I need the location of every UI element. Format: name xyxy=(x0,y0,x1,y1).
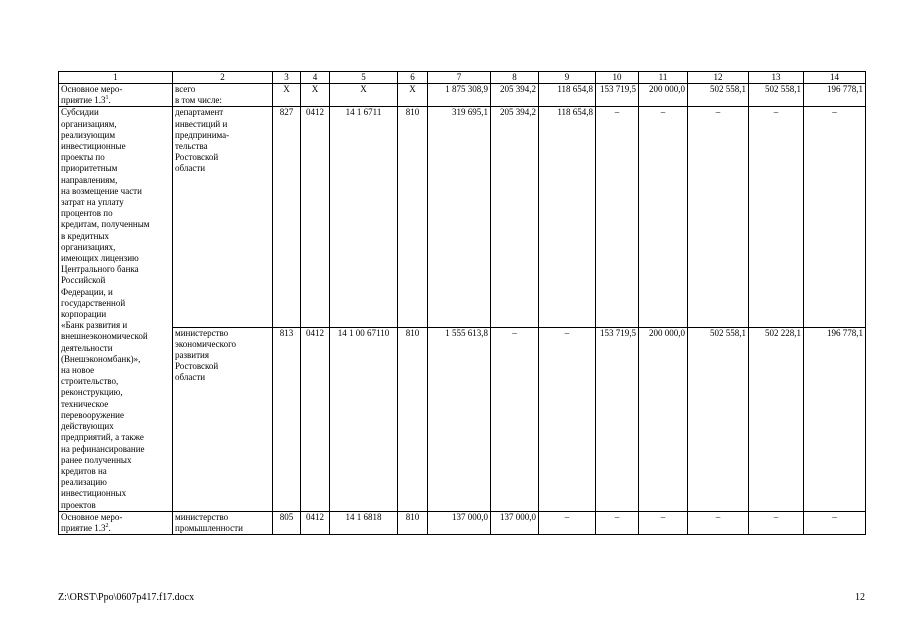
year-cell: – xyxy=(596,107,639,327)
header-col-5: 5 xyxy=(330,72,398,84)
header-col-4: 4 xyxy=(301,72,330,84)
table-row xyxy=(59,511,866,534)
code-grbs-cell: 813 xyxy=(273,327,301,511)
header-col-12: 12 xyxy=(688,72,749,84)
executor-cell: департамент инвестиций и предпринима- тельства Ростовской области xyxy=(173,107,273,327)
header-col-3: 3 xyxy=(273,72,301,84)
header-col-8: 8 xyxy=(491,72,539,84)
activity-name-tail: . xyxy=(108,95,111,106)
footnote-marker: 2 xyxy=(105,522,109,529)
code-rzpr-cell: 0412 xyxy=(301,107,330,327)
activity-name-tail: . xyxy=(108,522,111,533)
total-cell: 137 000,0 xyxy=(428,511,491,534)
header-col-13: 13 xyxy=(749,72,804,84)
year-cell: 502 558,1 xyxy=(688,84,749,107)
table-header-row xyxy=(59,72,866,84)
year-cell: – xyxy=(491,327,539,511)
year-cell: – xyxy=(749,511,804,534)
year-cell: 200 000,0 xyxy=(639,84,688,107)
table-row xyxy=(59,327,866,511)
header-col-11: 11 xyxy=(639,72,688,84)
table-row xyxy=(59,107,866,327)
code-vr-cell: 810 xyxy=(398,511,428,534)
year-cell: – xyxy=(539,511,596,534)
year-cell: – xyxy=(804,511,866,534)
year-cell: 118 654,8 xyxy=(539,107,596,327)
header-col-9: 9 xyxy=(539,72,596,84)
footer-file-path: Z:\ORST\Ppo\0607p417.f17.docx xyxy=(58,592,195,603)
code-rzpr-cell: Х xyxy=(301,84,330,107)
header-col-6: 6 xyxy=(398,72,428,84)
total-cell: 319 695,1 xyxy=(428,107,491,327)
activity-name-cell xyxy=(59,511,173,534)
year-cell: – xyxy=(688,511,749,534)
year-cell: 205 394,2 xyxy=(491,107,539,327)
header-col-7: 7 xyxy=(428,72,491,84)
footnote-marker: 1 xyxy=(105,95,109,102)
year-cell: 196 778,1 xyxy=(804,327,866,511)
year-cell: – xyxy=(596,511,639,534)
year-cell: 153 719,5 xyxy=(596,327,639,511)
year-cell: 137 000,0 xyxy=(491,511,539,534)
total-cell: 1 875 308,9 xyxy=(428,84,491,107)
year-cell: 200 000,0 xyxy=(639,327,688,511)
year-cell: 502 558,1 xyxy=(749,84,804,107)
code-vr-cell: 810 xyxy=(398,327,428,511)
year-cell: – xyxy=(804,107,866,327)
activity-name-line2: приятие 1.3 xyxy=(61,522,106,533)
code-vr-cell: 810 xyxy=(398,107,428,327)
header-col-10: 10 xyxy=(596,72,639,84)
activity-name-cell xyxy=(59,84,173,107)
year-cell: 118 654,8 xyxy=(539,84,596,107)
year-cell: 196 778,1 xyxy=(804,84,866,107)
year-cell: – xyxy=(749,107,804,327)
code-csr-cell: 14 1 00 67110 xyxy=(330,327,398,511)
header-col-1: 1 xyxy=(59,72,173,84)
header-col-2: 2 xyxy=(173,72,273,84)
code-rzpr-cell: 0412 xyxy=(301,327,330,511)
activity-name-line1: Основное меро- xyxy=(61,511,123,522)
table-row xyxy=(59,84,866,107)
executor-cell: всего в том числе: xyxy=(173,84,273,107)
header-col-14: 14 xyxy=(804,72,866,84)
code-grbs-cell: 827 xyxy=(273,107,301,327)
code-vr-cell: Х xyxy=(398,84,428,107)
executor-cell: министерство промышленности xyxy=(173,511,273,534)
year-cell: – xyxy=(539,327,596,511)
year-cell: – xyxy=(639,107,688,327)
total-cell: 1 555 613,8 xyxy=(428,327,491,511)
code-grbs-cell: Х xyxy=(273,84,301,107)
code-rzpr-cell: 0412 xyxy=(301,511,330,534)
activity-name-line1: Основное меро- xyxy=(61,84,123,94)
year-cell: 153 719,5 xyxy=(596,84,639,107)
year-cell: 502 558,1 xyxy=(688,327,749,511)
code-csr-cell: Х xyxy=(330,84,398,107)
year-cell: – xyxy=(688,107,749,327)
year-cell: – xyxy=(639,511,688,534)
code-csr-cell: 14 1 6711 xyxy=(330,107,398,327)
code-csr-cell: 14 1 6818 xyxy=(330,511,398,534)
code-grbs-cell: 805 xyxy=(273,511,301,534)
year-cell: 502 228,1 xyxy=(749,327,804,511)
footer-page-number: 12 xyxy=(855,592,865,603)
activity-name-line2: приятие 1.3 xyxy=(61,95,106,106)
activity-description-cell: Субсидии организациям, реализующим инвестиционные проекты по приоритетным направлениям, на возмещение части затрат на уплату процентов по кредитам, полученным в кредитных организациях, имеющих лицензию Центрального банка Российской Федерации, и государственной корпорации «Банк развития и внешнеэкономической деятельности (Внешэкономбанк)», на новое строительство, реконструкцию, техническое перевооружение действующих предприятий, а также на рефинансирование ранее полученных кредитов на реализацию инвестиционных проектов xyxy=(59,107,173,511)
executor-cell: министерство экономического развития Ростовской области xyxy=(173,327,273,511)
year-cell: 205 394,2 xyxy=(491,84,539,107)
budget-table xyxy=(58,71,866,535)
